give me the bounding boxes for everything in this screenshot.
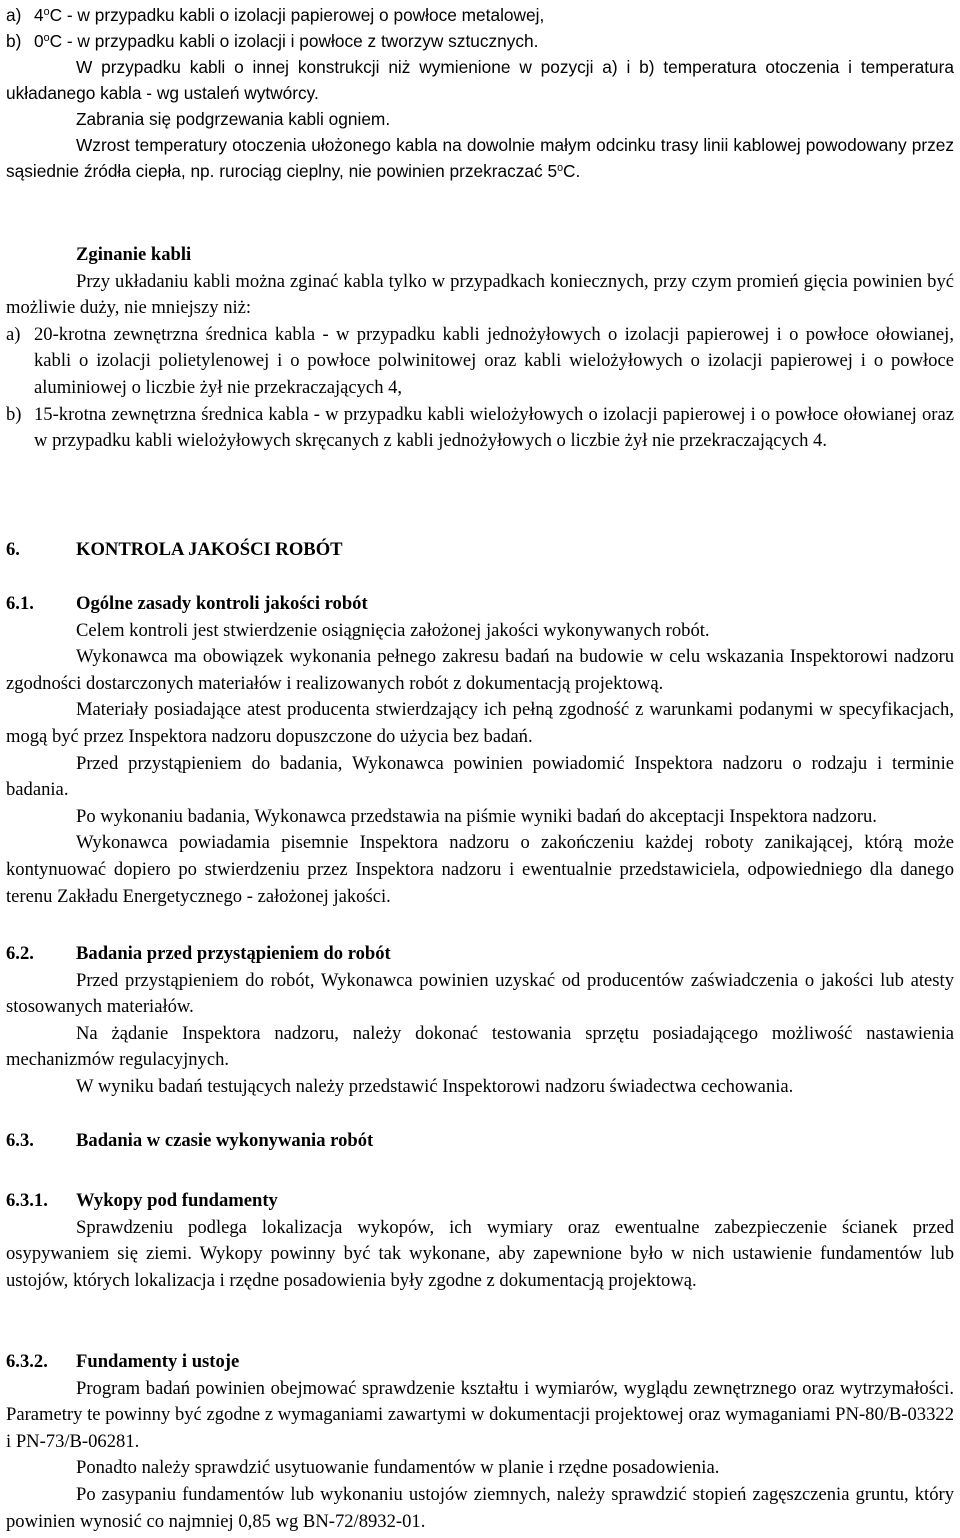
- subsection-heading: [6, 1188, 954, 1215]
- list-text: 15-krotna zewnętrzna średnica kabla - w przypadku kabli wielożyłowych o izolacji papierowej i o powłoce ołowianej oraz w przypadku kabli wielożyłowych skręcanych z kabli jednożyłowych o liczbie żył nie przekraczających 4.: [34, 403, 954, 452]
- bending-section: [6, 242, 954, 455]
- paragraph: Sprawdzeniu podlega lokalizacja wykopów, ich wymiary oraz ewentualne zabezpieczenie ścianek przed osypywaniem się ziemi. Wykopy powinny być tak wykonane, aby zapewnione było w nich ustawienie fundamentów lub ustojów, których lokalizacja i rzędne posadowienia były zgodne z dokumentacją projektową.: [6, 1216, 954, 1291]
- section-6-3-heading: [6, 1128, 954, 1155]
- temp-item-b: [6, 28, 954, 54]
- section-number: 6.3.: [6, 1130, 34, 1151]
- section-title: KONTROLA JAKOŚCI ROBÓT: [76, 539, 343, 560]
- paragraph: Po zasypaniu fundamentów lub wykonaniu ustojów ziemnych, należy sprawdzić stopień zagęszczenia gruntu, który powinien wynosić co najmniej 0,85 wg BN-72/8932-01.: [6, 1483, 954, 1532]
- section-title: Zginanie kabli: [76, 244, 192, 265]
- paragraph-prohibition: Zabrania się podgrzewania kabli ogniem.: [76, 109, 391, 129]
- section-6-2: [6, 941, 954, 1101]
- subsection-heading: [6, 1349, 954, 1376]
- section-title: Ogólne zasady kontroli jakości robót: [76, 593, 368, 614]
- subsection-heading: [6, 591, 954, 618]
- bending-item-b: [6, 402, 954, 455]
- paragraph: Celem kontroli jest stwierdzenie osiągnięcia założonej jakości wykonywanych robót.: [76, 619, 710, 641]
- section-title: Wykopy pod fundamenty: [76, 1190, 278, 1211]
- section-title: Fundamenty i ustoje: [76, 1351, 240, 1372]
- section-6-3-2: [6, 1349, 954, 1535]
- paragraph: Po wykonaniu badania, Wykonawca przedstawia na piśmie wyniki badań do akceptacji Inspektora nadzoru.: [76, 805, 877, 827]
- list-text: 20-krotna zewnętrzna średnica kabla - w przypadku kabli jednożyłowych o izolacji papierowej i o powłoce ołowianej, kabli o izolacji polietylenowej i o powłoce polwinitowej oraz kabli wielożyłowych o izolacji papierowej i o powłoce aluminiowej o liczbie żył nie przekraczających 4,: [34, 323, 954, 398]
- list-label: b): [6, 403, 22, 425]
- paragraph: Program badań powinien obejmować sprawdzenie kształtu i wymiarów, wyglądu zewnętrznego oraz wytrzymałości. Parametry te powinny być zgodne z wymaganiami zawartymi w dokumentacji projektowej oraz wymaganiami PN-80/B-03322 i PN-73/B-06281.: [6, 1377, 954, 1452]
- list-label: b): [6, 31, 22, 51]
- paragraph: Przy układaniu kabli można zginać kabla tylko w przypadkach koniecznych, przy czym promień gięcia powinien być możliwie duży, nie mniejszy niż:: [6, 270, 954, 319]
- temp-item-a: [6, 2, 954, 28]
- subsection-heading: [6, 941, 954, 968]
- paragraph-temperature-rise: Wzrost temperatury otoczenia ułożonego kabla na dowolnie małym odcinku trasy linii kablowej powodowany przez sąsiednie źródła ciepła, np. rurociąg cieplny, nie powinien przekraczać 5$^o$C.: [6, 135, 954, 181]
- list-text: 0$^o$C - w przypadku kabli o izolacji i powłoce z tworzyw sztucznych.: [34, 31, 539, 51]
- list-label: a): [6, 323, 21, 345]
- list-label: a): [6, 5, 22, 25]
- paragraph: Wykonawca powiadamia pisemnie Inspektora nadzoru o zakończeniu każdej roboty zanikającej, którą może kontynuować dopiero po stwierdzeniu przez Inspektora nadzoru i ewentualnie przedstawiciela, odpowiedniego dla danego terenu Zakładu Energetycznego - założonej jakości.: [6, 832, 954, 907]
- paragraph: Wykonawca ma obowiązek wykonania pełnego zakresu badań na budowie w celu wskazania Inspektorowi nadzoru zgodności dostarczonych materiałów i realizowanych robót z dokumentacją projektową.: [6, 646, 954, 694]
- paragraph: Ponadto należy sprawdzić usytuowanie fundamentów w planie i rzędne posadowienia.: [76, 1457, 720, 1479]
- section-number: 6.1.: [6, 593, 34, 614]
- paragraph-other-construction: W przypadku kabli o innej konstrukcji niż wymienione w pozycji a) i b) temperatura otoczenia i temperatura układanego kabla - wg ustaleń wytwórcy.: [6, 57, 954, 103]
- section-6-heading: [6, 537, 954, 564]
- section-6-1: [6, 591, 954, 910]
- list-text: 4$^o$C - w przypadku kabli o izolacji papierowej o powłoce metalowej,: [34, 5, 545, 25]
- section-title: Badania w czasie wykonywania robót: [76, 1130, 374, 1151]
- intro-section: [6, 2, 954, 184]
- bending-item-a: [6, 322, 954, 402]
- paragraph: Materiały posiadające atest producenta stwierdzający ich pełną zgodność z warunkami podanymi w specyfikacjach, mogą być przez Inspektora nadzoru dopuszczone do użycia bez badań.: [6, 699, 954, 747]
- paragraph: Na żądanie Inspektora nadzoru, należy dokonać testowania sprzętu posiadającego możliwość nastawienia mechanizmów regulacyjnych.: [6, 1022, 954, 1071]
- paragraph: Przed przystąpieniem do robót, Wykonawca powinien uzyskać od producentów zaświadczenia o jakości lub atesty stosowanych materiałów.: [6, 969, 954, 1018]
- paragraph: W wyniku badań testujących należy przedstawić Inspektorowi nadzoru świadectwa cechowania.: [76, 1075, 794, 1097]
- section-number: 6.2.: [6, 943, 34, 964]
- section-title: Badania przed przystąpieniem do robót: [76, 943, 391, 964]
- section-6-3-1: [6, 1188, 954, 1294]
- section-number: 6.3.2.: [6, 1351, 48, 1372]
- paragraph: Przed przystąpieniem do badania, Wykonawca powinien powiadomić Inspektora nadzoru o rodzaju i terminie badania.: [6, 752, 954, 801]
- section-number: 6.: [6, 539, 20, 560]
- section-number: 6.3.1.: [6, 1190, 48, 1211]
